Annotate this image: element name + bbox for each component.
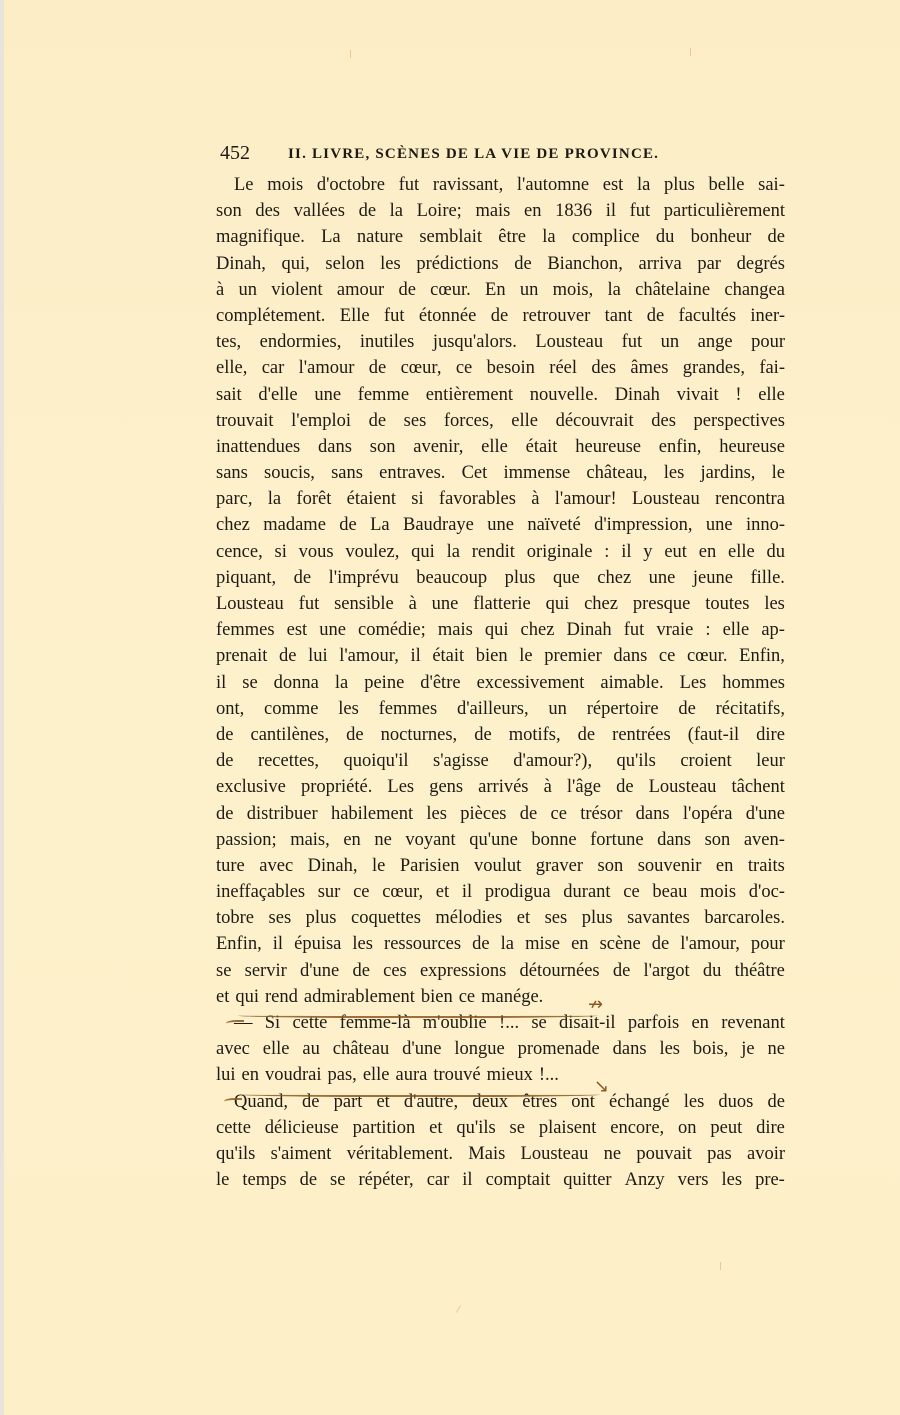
text-line: cence, si vous voulez, qui la rendit originale : il y eut en elle du	[216, 541, 785, 562]
text-line: Enfin, il épuisa les ressources de la mise en scène de l'amour, pour	[216, 934, 785, 955]
text-line: qu'ils s'aiment véritablement. Mais Lousteau ne pouvait pas avoir	[216, 1143, 785, 1164]
text-line: Lousteau fut sensible à une flatterie qui chez presque toutes les	[216, 594, 785, 614]
text-line: Dinah, qui, selon les prédictions de Bianchon, arriva par degrés	[216, 253, 785, 274]
text-line: piquant, de l'imprévu beaucoup plus que chez une jeune fille.	[216, 567, 785, 588]
text-line: sait d'elle une femme entièrement nouvelle. Dinah vivait ! elle	[216, 384, 785, 405]
paper-speck	[350, 50, 351, 58]
text-line: cette délicieuse partition et qu'ils se plaisent encore, on peut dire	[216, 1117, 785, 1138]
text-line: inattendues dans son avenir, elle était heureuse enfin, heureuse	[216, 436, 785, 457]
text-line: se servir d'une de ces expressions détournées de l'argot du théâtre	[216, 960, 785, 981]
ink-bracket-mark	[226, 1020, 244, 1026]
text-line: de distribuer habilement les pièces de ce trésor dans l'opéra d'une	[216, 803, 785, 824]
text-line: chez madame de La Baudraye une naïveté d'impression, une inno-	[216, 515, 785, 536]
text-line: de cantilènes, de nocturnes, de motifs, de rentrées (faut-il dire	[216, 724, 785, 745]
text-line: il se donna la peine d'être excessivement aimable. Les hommes	[216, 672, 785, 693]
text-line: tes, endormies, inutiles jusqu'alors. Lousteau fut un ange pour	[216, 332, 785, 353]
text-line: ont, comme les femmes d'ailleurs, un répertoire de récitatifs,	[216, 698, 785, 719]
text-line: avec elle au château d'une longue promenade dans les bois, je ne	[216, 1039, 785, 1060]
ink-arrow-mark: ↛	[588, 994, 604, 1015]
text-line: son des vallées de la Loire; mais en 1836 il fut particulièrement	[216, 201, 785, 222]
page-number: 452	[220, 142, 250, 164]
text-line: le temps de se répéter, car il comptait quitter Anzy vers les pre-	[216, 1170, 785, 1191]
ink-bracket-mark	[224, 1098, 242, 1104]
ink-arrow-mark: ↘	[594, 1076, 610, 1097]
text-line: elle, car l'amour de cœur, ce besoin réel des âmes grandes, fai-	[216, 358, 785, 379]
text-line: tobre ses plus coquettes mélodies et ses plus savantes barcaroles.	[216, 908, 785, 929]
running-title: II. LIVRE, SCÈNES DE LA VIE DE PROVINCE.	[288, 146, 660, 162]
text-line: ture avec Dinah, le Parisien voulut graver son souvenir en traits	[216, 855, 785, 876]
text-line: complétement. Elle fut étonnée de retrouver tant de facultés iner-	[216, 305, 785, 326]
ink-underline	[240, 1091, 600, 1097]
text-line: passion; mais, en ne voyant qu'une bonne fortune dans son aven-	[216, 829, 785, 850]
page-header	[220, 140, 785, 166]
paper-speck	[456, 1305, 461, 1312]
page-edge	[0, 0, 4, 1415]
text-line: lui en voudrai pas, elle aura trouvé mieux !...	[216, 1065, 559, 1086]
paper-speck	[690, 48, 691, 56]
text-line: ineffaçables sur ce cœur, et il prodigua durant ce beau mois d'oc-	[216, 882, 785, 903]
text-line: exclusive propriété. Les gens arrivés à l'âge de Lousteau tâchent	[216, 777, 785, 798]
ink-underline	[238, 1012, 598, 1018]
text-line: trouvait l'emploi de ses forces, elle découvrait des perspectives	[216, 410, 785, 431]
text-line: prenait de lui l'amour, il était bien le premier dans ce cœur. Enfin,	[216, 646, 785, 667]
text-line: magnifique. La nature semblait être la complice du bonheur de	[216, 227, 785, 248]
text-line: Quand, de part et d'autre, deux êtres ont échangé les duos de	[234, 1091, 785, 1112]
text-line: Le mois d'octobre fut ravissant, l'automne est la plus belle sai-	[234, 175, 785, 195]
text-line: — Si cette femme-là m'oublie !... se disait-il parfois en revenant	[234, 1013, 785, 1033]
text-line: et qui rend admirablement bien ce manége.	[216, 986, 544, 1007]
body-text	[216, 172, 785, 1193]
text-line: femmes est une comédie; mais qui chez Dinah fut vraie : elle ap-	[216, 620, 785, 641]
paper-speck	[720, 1262, 721, 1270]
text-line: à un violent amour de cœur. En un mois, la châtelaine changea	[216, 279, 785, 300]
text-line: de recettes, quoiqu'il s'agisse d'amour?), qu'ils croient leur	[216, 751, 785, 772]
text-line: parc, la forêt étaient si favorables à l'amour! Lousteau rencontra	[216, 489, 785, 510]
text-line: sans soucis, sans entraves. Cet immense château, les jardins, le	[216, 463, 785, 484]
